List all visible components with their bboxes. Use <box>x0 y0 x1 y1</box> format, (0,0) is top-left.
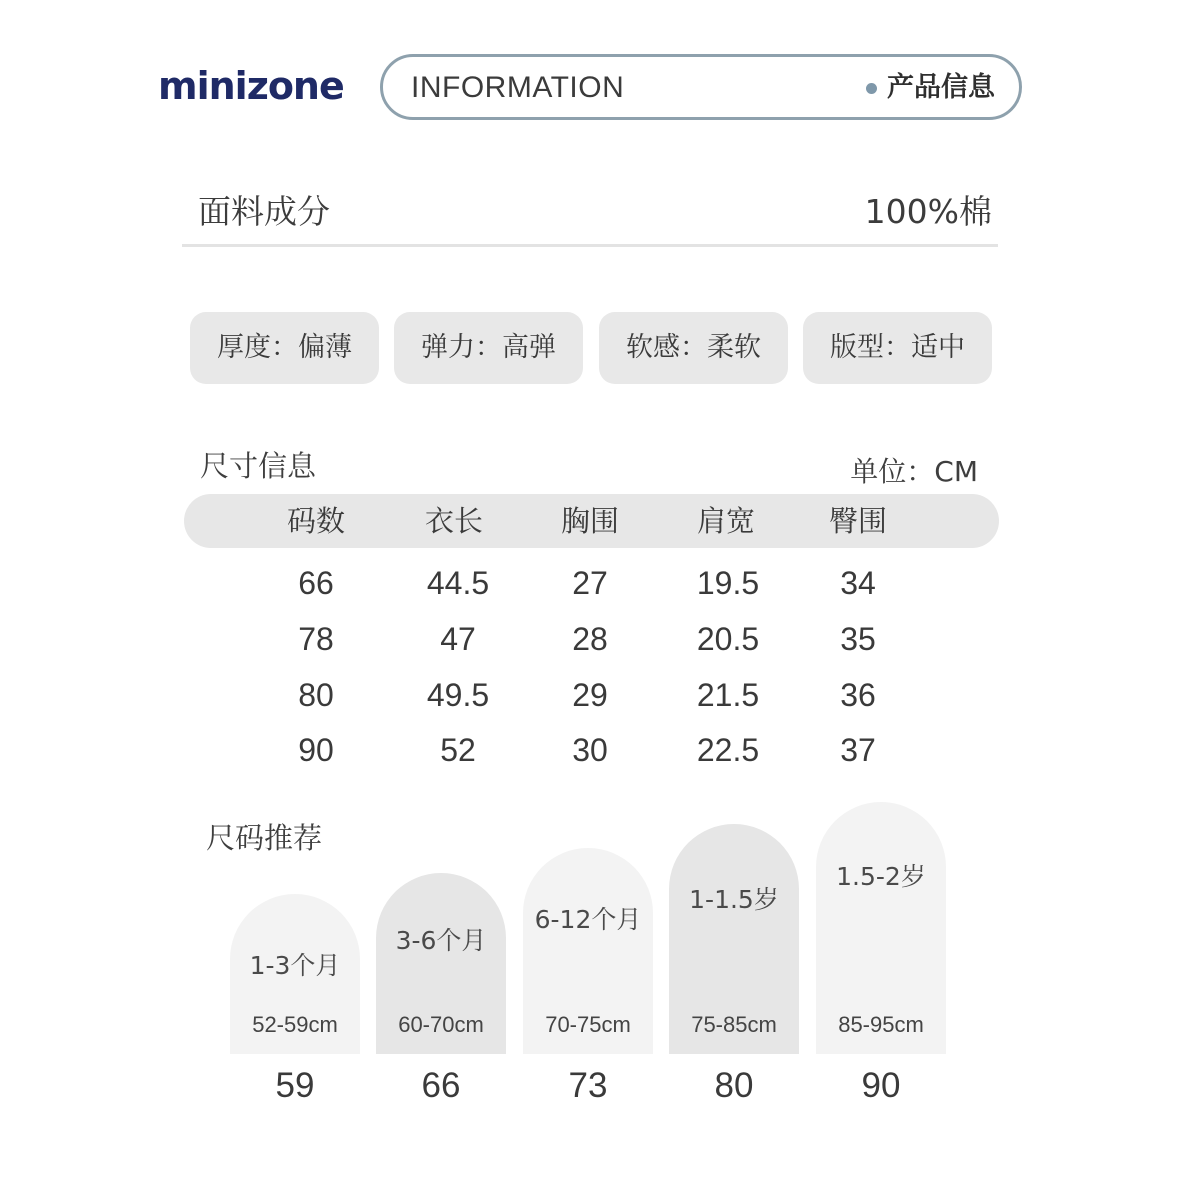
table-cell: 27 <box>572 565 608 601</box>
table-cell: 19.5 <box>696 565 760 601</box>
fabric-value: 100%棉 <box>864 192 992 231</box>
header-subtitle: 产品信息 <box>887 72 995 103</box>
table-cell: 37 <box>840 732 876 768</box>
size-info-title: 尺寸信息 <box>200 449 317 483</box>
attribute-fit: 版型：适中 <box>803 312 992 384</box>
table-cell: 66 <box>298 565 334 601</box>
table-cell: 30 <box>572 732 608 768</box>
recommended-size: 90 <box>861 1066 901 1105</box>
size-recommendation-card <box>669 824 799 1054</box>
table-cell: 44.5 <box>426 565 490 601</box>
brand-logo: minizone <box>158 64 344 108</box>
table-cell: 29 <box>572 677 608 713</box>
age-label: 1.5-2岁 <box>836 862 926 891</box>
table-cell: 35 <box>840 621 876 657</box>
attribute-tags <box>190 312 992 384</box>
height-range: 70-75cm <box>545 1012 631 1037</box>
fabric-composition-row <box>182 186 998 247</box>
height-range: 85-95cm <box>838 1012 924 1037</box>
column-header: 胸围 <box>560 504 619 538</box>
height-range: 75-85cm <box>691 1012 777 1037</box>
table-row <box>184 667 999 723</box>
size-recommendation-title: 尺码推荐 <box>206 821 323 855</box>
age-label: 1-3个月 <box>249 951 341 980</box>
table-cell: 90 <box>298 732 334 768</box>
height-range: 52-59cm <box>252 1012 338 1037</box>
age-label: 6-12个月 <box>534 905 642 934</box>
table-cell: 36 <box>840 677 876 713</box>
recommended-size: 80 <box>714 1066 754 1105</box>
table-cell: 21.5 <box>696 677 760 713</box>
size-table-header <box>184 494 999 548</box>
fabric-label: 面料成分 <box>198 192 330 231</box>
height-range: 60-70cm <box>398 1012 484 1037</box>
table-row <box>184 722 999 778</box>
table-row <box>184 555 999 611</box>
age-label: 3-6个月 <box>395 926 487 955</box>
attribute-thickness: 厚度：偏薄 <box>190 312 379 384</box>
size-unit: 单位：CM <box>850 455 978 488</box>
size-recommendation-card <box>230 894 360 1054</box>
table-cell: 22.5 <box>696 732 760 768</box>
table-row <box>184 611 999 667</box>
table-cell: 47 <box>440 621 476 657</box>
column-header: 肩宽 <box>696 504 755 538</box>
size-recommendation-card <box>523 848 653 1054</box>
table-cell: 52 <box>440 732 476 768</box>
table-cell: 49.5 <box>426 677 490 713</box>
bullet-dot-icon <box>866 83 877 94</box>
table-cell: 34 <box>840 565 876 601</box>
attribute-elasticity: 弹力：高弹 <box>394 312 583 384</box>
attribute-softness: 软感：柔软 <box>599 312 788 384</box>
size-recommendation-card <box>816 802 946 1054</box>
size-recommendation-card <box>376 873 506 1054</box>
table-cell: 20.5 <box>696 621 760 657</box>
recommended-size: 66 <box>421 1066 461 1105</box>
table-cell: 80 <box>298 677 334 713</box>
table-cell: 28 <box>572 621 608 657</box>
header-title: INFORMATION <box>411 71 625 104</box>
column-header: 码数 <box>286 504 345 538</box>
recommended-size: 59 <box>275 1066 315 1105</box>
info-header <box>380 54 1022 120</box>
column-header: 臀围 <box>828 504 887 538</box>
table-cell: 78 <box>298 621 334 657</box>
column-header: 衣长 <box>424 504 483 538</box>
age-label: 1-1.5岁 <box>689 885 779 914</box>
size-table-body <box>184 555 999 785</box>
recommended-size: 73 <box>568 1066 608 1105</box>
